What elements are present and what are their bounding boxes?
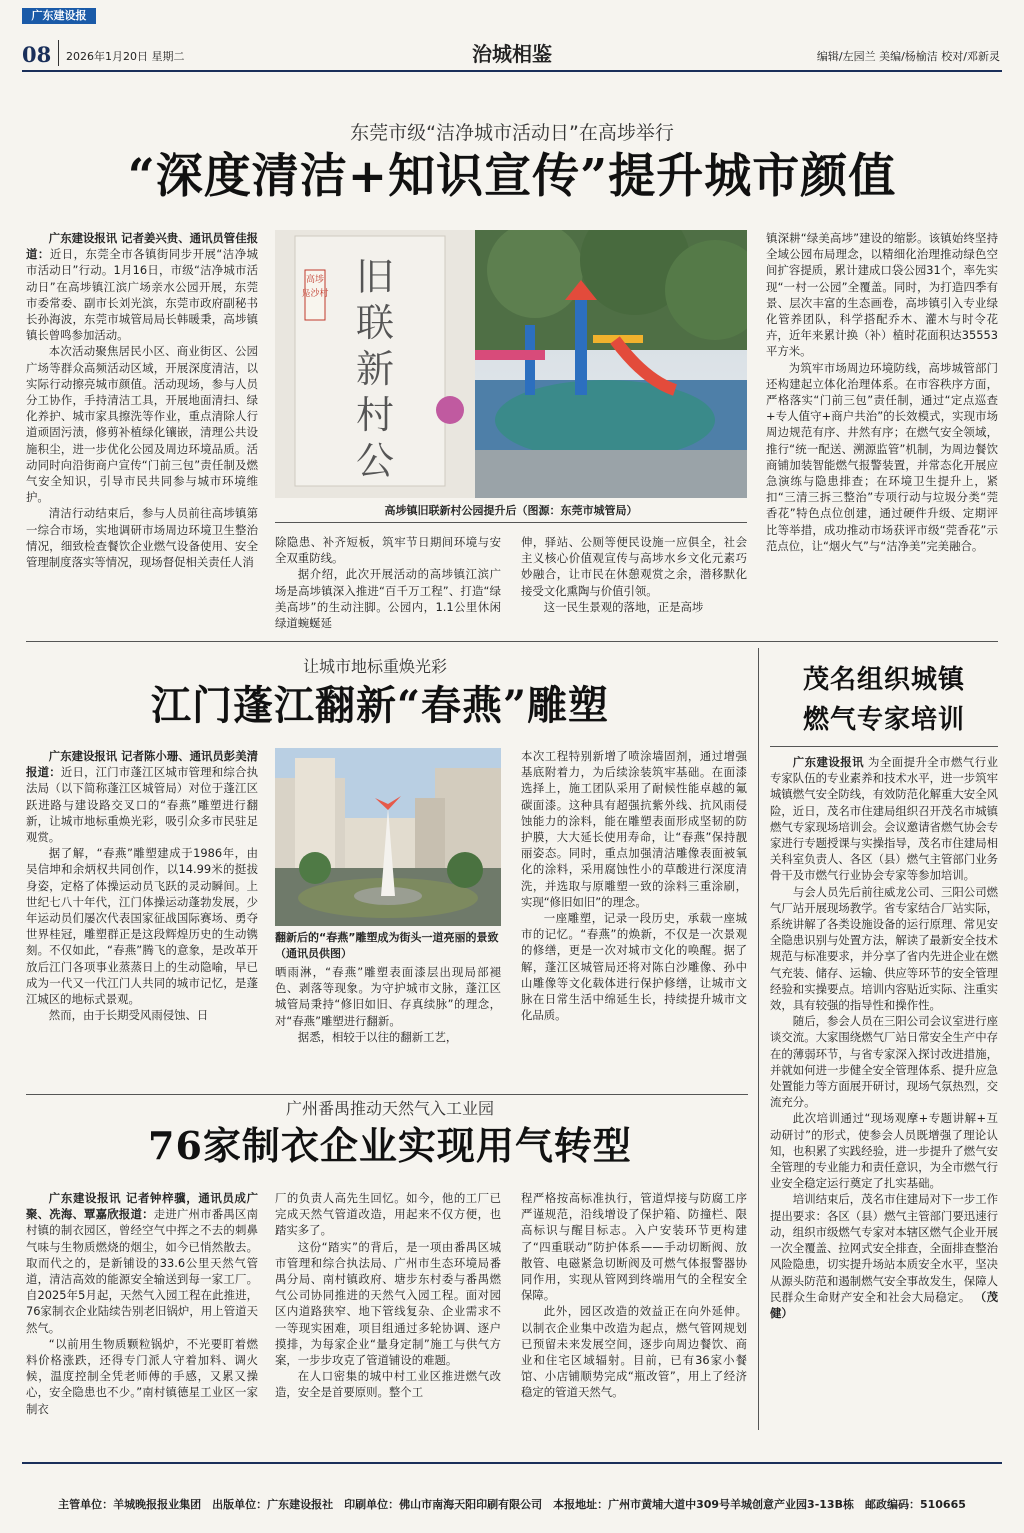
article1-bottom-rule	[26, 641, 998, 642]
publisher-footer: 主管单位：羊城晚报报业集团 出版单位：广东建设报社 印刷单位：佛山市南海天阳印刷有限公司 本报地址：广州市黄埔大道中309号羊城创意产业园3-13B栋 邮政编码：510665	[58, 1498, 966, 1511]
article1-photo-rule	[275, 522, 747, 523]
article2-photo-caption: 翻新后的“春燕”雕塑成为街头一道亮丽的景致（通讯员供图）	[275, 931, 499, 960]
article1-paragraph: 镇深耕“绿美高埗”建设的缩影。该镇始终坚持全域公园布局理念，以精细化治理推动绿色空间扩容提质，累计建成口袋公园31个，率先实现“一村一公园”全覆盖。同时，为打造四季有景、层次丰富的生态画卷，高埗镇引入专业绿化管养团队，科学搭配乔木、灌木与时令花卉，近年来累计换（补）植时花面积达35553平方米。	[766, 231, 998, 359]
article2-paragraph: 据了解，“春燕”雕塑建成于1986年，由吴信坤和余炳权共同创作，以14.99米的挺拔身姿，定格了体操运动员飞跃的灵动瞬间。上世纪七八十年代，江门体操运动蓬勃发展，少年运动员们屡次代表国家征战国际赛场、勇夺世界桂冠，雕塑群正是这段辉煌历史的生动镌刻。不仅如此，“春燕”腾飞的意象，是改革开放后江门各项事业蒸蒸日上的生动隐喻，早已成为一代又一代江门人共同的城市记忆，是蓬江城区的地标式景观。	[26, 846, 258, 1007]
article1-paragraph: 伸，驿站、公厕等便民设施一应俱全，社会主义核心价值观宣传与高埗水乡文化元素巧妙融合，让市民在休憩观赏之余，潜移默化接受文化熏陶与价值引领。	[521, 535, 747, 598]
footer-rule	[22, 1462, 1002, 1464]
article1-column-2	[275, 534, 501, 634]
article2-column-3	[521, 748, 747, 1088]
article2-paragraph: 本次工程特别新增了喷涂墙固剂，通过增强基底附着力，为后续涂装筑牢基础。在面漆选择上，施工团队采用了耐候性能卓越的氟碳面漆。这种具有超强抗紫外线、抗风雨侵蚀能力的涂料，能在雕塑表面形成坚韧的防护膜，大大延长使用寿命，让“春燕”保持靓丽姿态。同时，重点加强清洁雕像表面被氧化的涂料，采用腐蚀性小的草酸进行深度清洗，并选取与原雕塑一致的涂料三重涂刷，实现“修旧如旧”的理念。	[521, 749, 747, 909]
article4-paragraph: 培训结束后，茂名市住建局对下一步工作提出要求：各区（县）燃气主管部门要迅速行动，组织市级燃气专家对本辖区燃气企业开展一次全覆盖、拉网式安全排查，全面排查整治风险隐患，切实提升场站本质安全水平，坚决从源头防范和遏制燃气安全事故发生，保障人民群众生命财产安全和社会大局稳定。	[770, 1192, 998, 1304]
article1-paragraph: 据介绍，此次开展活动的高埗镇江滨广场是高埗镇深入推进“百千万工程”、打造“绿美高埗”的生动注脚。公园内，1.1公里休闲绿道蜿蜒延	[275, 567, 501, 631]
article1-byline: 广东建设报讯 记者姜兴贵、通讯员管佳报道：	[26, 231, 258, 262]
svg-text:新: 新	[355, 347, 395, 391]
article1-headline: “深度清洁+知识宣传”提升城市颜值	[127, 149, 897, 204]
article4-body	[770, 754, 998, 1432]
section-title: 治城相鉴	[472, 42, 552, 66]
article3-byline: 广东建设报讯 记者钟梓骥，通讯员成广聚、冼海、覃嘉欣报道：	[26, 1191, 258, 1222]
article3-paragraph: 这份“踏实”的背后，是一项由番禺区城市管理和综合执法局、广州市生态环境局番禺分局、南村镇政府、塘步东村委与番禺燃气公司协同推进的天然气入园工程。面对园区内道路狭窄、地下管线复杂、企业需求不一等现实困难，项目组通过多轮协调、逐户摸排，为每家企业“量身定制”施工与供气方案，一步步攻克了管道铺设的难题。	[275, 1239, 501, 1368]
paper-name-tag: 广东建设报	[22, 8, 96, 24]
svg-text:联: 联	[355, 301, 395, 345]
article3-paragraph: “以前用生物质颗粒锅炉，不光要盯着燃料价格涨跌，还得专门派人守着加料、调火候，温度控制全凭老师傅的手感，又累又操心，安全隐患也不少。”南村镇德星工业区一家制衣	[26, 1336, 258, 1416]
article1-kicker: 东莞市级“洁净城市活动日”在高埗举行	[350, 122, 674, 144]
article2-kicker: 让城市地标重焕光彩	[302, 657, 447, 676]
editors-credit: 编辑/左园兰 美编/杨榆洁 校对/邓新灵	[816, 50, 1000, 63]
article2-headline: 江门蓬江翻新“春燕”雕塑	[150, 682, 609, 729]
article3-paragraph: 程严格按高标准执行，管道焊接与防腐工序严谨规范，沿线增设了保护箱、防撞栏、限高标识与醒目标志。入户安装环节更构建了“四重联动”防护体系——手动切断阀、放散管、电磁紧急切断阀及可燃气体报警器协同作用，实现从管网到终端用气的全程安全保障。	[521, 1191, 747, 1303]
masthead-divider	[58, 40, 59, 66]
article1-photo-caption: 高埗镇旧联新村公园提升后（图源：东莞市城管局）	[384, 504, 638, 517]
article2-paragraph: 据悉，相较于以往的翻新工艺，	[297, 1029, 458, 1044]
page-number: 08	[22, 42, 52, 67]
article3-kicker: 广州番禺推动天然气入工业园	[285, 1099, 494, 1118]
article3-paragraph: 厂的负责人高先生回忆。如今，他的工厂已完成天然气管道改造，用起来不仅方便，也踏实多了。	[275, 1191, 501, 1238]
article1-paragraph: 这一民生景观的落地，正是高埗	[543, 599, 704, 614]
article3-paragraph: 走进广州市番禺区南村镇的制衣园区，曾经空气中挥之不去的刺鼻气味与生物质燃烧的烟尘，如今已悄然散去。取而代之的，是新铺设的33.6公里天然气管道，清洁高效的能源安全输送到每一家工厂。自2025年5月起，天然气入园工程在此推进，76家制衣企业陆续告别老旧锅炉，用上管道天然气。	[26, 1207, 258, 1335]
park-sign-small-text: 高埗	[305, 275, 325, 285]
article3-column-1	[26, 1190, 258, 1432]
article1-column-3	[521, 534, 747, 634]
park-photo-illustration	[275, 230, 747, 498]
article1-paragraph: 除隐患、补齐短板，筑牢节日期间环境与安全双重防线。	[275, 535, 501, 566]
article3-paragraph: 此外，园区改造的效益正在向外延伸。以制衣企业集中改造为起点，燃气管网规划已预留未来发展空间，逐步向周边餐饮、商业和住宅区域辐射。目前，已有36家小餐馆、小店铺顺势完成“瓶改管”，用上了经济稳定的管道天然气。	[521, 1304, 747, 1400]
column-divider-right	[758, 648, 759, 1430]
article3-headline: 76家制衣企业实现用气转型	[148, 1123, 632, 1168]
article1-paragraph: 近日，东莞全市各镇街同步开展“洁净城市活动日”行动。1月16日，市级“洁净城市活动日”在高埗镇江滨广场亲水公园开展，东莞市委常委、副市长刘光滨，东莞市政府副秘书长孙海波，东莞市城管局局长韩暖秉，高埗镇镇长曾鸣参加活动。	[26, 247, 258, 343]
article3-paragraph: 在人口密集的城中村工业区推进燃气改造，安全是首要原则。整个工	[275, 1369, 501, 1400]
article2-column-2	[275, 964, 501, 1088]
article4-paragraph: 与会人员先后前往威龙公司、三阳公司燃气厂站开展现场教学。省专家结合厂站实际，系统讲解了各类设施设备的运行原理、常见安全隐患识别与处置方法，解读了最新安全技术规范与标准要求，并分享了省内先进企业在燃气充装、储存、运输、供应等环节的安全管理经验和实操要点。培训内容贴近实际、注重实效，具有较强的指导性和操作性。	[770, 884, 998, 1013]
sculpture-photo-illustration	[275, 748, 501, 926]
article2-column-1	[26, 748, 258, 1088]
article1-column-1	[26, 230, 258, 634]
article1-column-4	[766, 230, 998, 634]
article3-column-3	[521, 1190, 747, 1432]
article4-signoff: （茂健）	[770, 1289, 998, 1320]
svg-text:村: 村	[355, 393, 395, 437]
article2-byline: 广东建设报讯 记者陈小珊、通讯员彭美清报道：	[26, 749, 258, 780]
article4-paragraph: 此次培训通过“现场观摩+专题讲解+互动研讨”的形式，使参会人员既增强了理论认知，也积累了实践经验，进一步提升了燃气安全管理的专业能力和责任意识，为全市燃气行业安全稳定运行奠定了扎实基础。	[770, 1111, 998, 1191]
article4-headline-rule	[770, 746, 998, 747]
article1-paragraph: 本次活动聚焦居民小区、商业街区、公园广场等群众高频活动区域，开展深度清洁，以实际行动擦亮城市颜值。活动现场，参与人员分工协作，手持清洁工具，开展地面清扫、绿化养护、城市家具擦洗等作业，重点清除人行道顽固污渍，修剪补植绿化镶嵌，清理公共设施积尘，进一步优化公园及周边环境品质。活动同时向沿街商户宣传“门前三包”责任制及燃气安全知识，引导市民共同参与城市环境维护。	[26, 344, 258, 505]
article4-headline	[770, 660, 998, 740]
article4-paragraph: 随后，参会人员在三阳公司会议室进行座谈交流。大家围绕燃气厂站日常安全生产中存在的薄弱环节，与省专家深入探讨改进措施，并就如何进一步健全安全管理体系、提升应急处置能力等方面展开研讨，现场气氛热烈，交流充分。	[770, 1014, 998, 1110]
article3-column-2	[275, 1190, 501, 1432]
article1-photo	[275, 230, 747, 498]
article4-headline-line: 茂名组织城镇	[802, 665, 965, 695]
masthead-rule	[22, 70, 1002, 72]
svg-text:旧: 旧	[355, 255, 395, 299]
svg-text:凫沙村: 凫沙村	[301, 289, 329, 299]
svg-text:公: 公	[355, 439, 395, 483]
issue-date: 2026年1月20日 星期二	[66, 50, 185, 63]
article1-paragraph: 清洁行动结束后，参与人员前往高埗镇第一综合市场，实地调研市场周边环境卫生整治情况，细致检查餐饮企业燃气设备使用、安全管理制度落实等情况，现场督促相关责任人消	[26, 506, 258, 570]
article2-paragraph: 一座雕塑，记录一段历史，承载一座城市的记忆。“春燕”的焕新，不仅是一次景观的修缮，更是一次对城市文化的唤醒。据了解，蓬江区城管局还将对陈白沙雕像、孙中山雕像等文化载体进行保护修缮，让城市文脉在日常生活中绵延生长，持续提升城市文化品质。	[521, 911, 747, 1023]
article2-paragraph: 然而，由于长期受风雨侵蚀、日	[48, 1008, 209, 1023]
article4-headline-line: 燃气专家培训	[802, 705, 965, 735]
article4-paragraph: 为全面提升全市燃气行业专家队伍的专业素养和技术水平，进一步筑牢城镇燃气安全防线，有效防范化解重大安全风险，近日，茂名市住建局组织召开茂名市城镇燃气专家现场培训会。会议邀请省燃气协会专家进行专题授课与实操指导，茂名市住建局相关科室负责人、各区（县）燃气主管部门业务骨干及市燃气行业协会专家等参加培训。	[770, 755, 998, 883]
article1-paragraph: 为筑牢市场周边环境防线，高埗城管部门还构建起立体化治理体系。在市容秩序方面，严格落实“门前三包”责任制，通过“定点巡查+专人值守+商户共治”的长效模式，实现市场周边规范有序、井然有序；在燃气安全领域，推行“统一配送、溯源监管”机制，为周边餐饮商铺加装智能燃气报警装置，并常态化开展应急演练与隐患排查；在环境卫生提升上，紧扣“三清三拆三整治”专项行动与垃圾分类“莞香花”特色点位创建，通过硬件升级、定期评比等举措，成功推动市场获评市级“莞香花”示范点位，让“烟火气”与“洁净美”完美融合。	[766, 360, 998, 553]
article2-paragraph: 晒雨淋，“春燕”雕塑表面漆层出现局部褪色、剥落等现象。为守护城市文脉，蓬江区城管局秉持“修旧如旧、存真续脉”的理念，对“春燕”雕塑进行翻新。	[275, 965, 501, 1028]
article2-bottom-rule	[26, 1094, 748, 1095]
article2-photo	[275, 748, 501, 926]
article2-paragraph: 近日，江门市蓬江区城市管理和综合执法局（以下简称蓬江区城管局）对位于蓬江区跃进路与建设路交叉口的“春燕”雕塑进行翻新，让城市地标重焕光彩，吸引众多市民驻足观赏。	[26, 765, 258, 845]
article4-byline: 广东建设报讯	[792, 755, 864, 769]
